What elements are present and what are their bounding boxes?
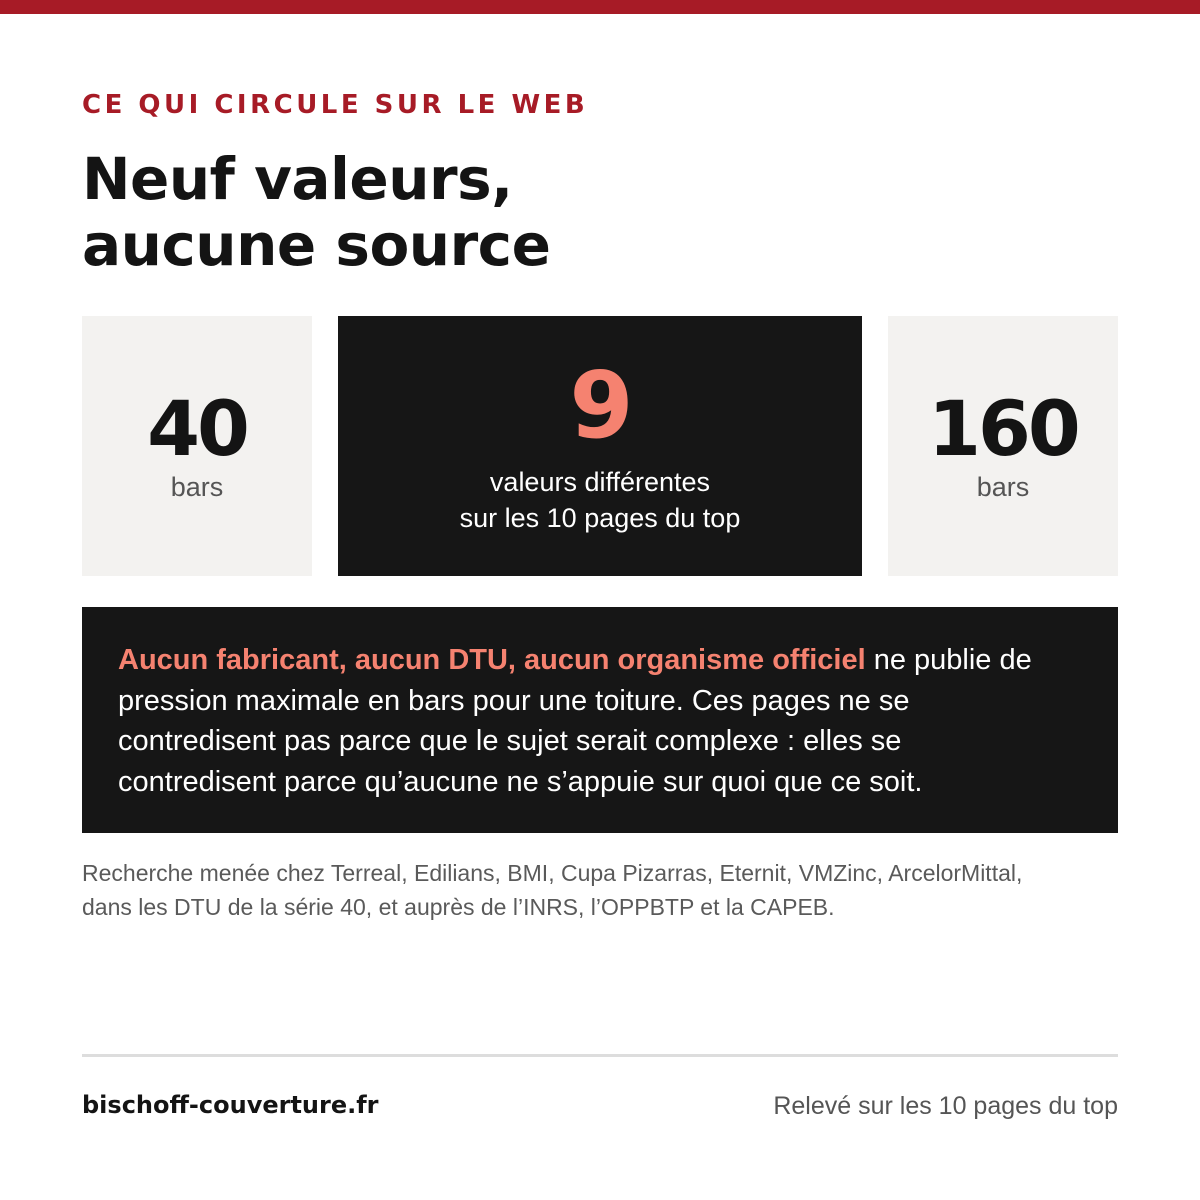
stat-count-value: 9 (569, 352, 631, 459)
stat-count-caption-line-1: valeurs différentes (489, 467, 711, 497)
stat-min-value: 40 (147, 384, 247, 473)
stat-count-caption-line-2: sur les 10 pages du top (459, 503, 741, 533)
stat-max-value: 160 (928, 384, 1078, 473)
footer-site-name: bischoff-couverture.fr (82, 1091, 379, 1119)
callout-panel (82, 607, 1118, 833)
callout-line-1 (118, 640, 1082, 681)
section-kicker: CE QUI CIRCULE SUR LE WEB (82, 90, 589, 120)
callout-line-3: contredisent pas parce que le sujet serait complexe : elles se (118, 725, 902, 757)
footer-divider (82, 1054, 1118, 1057)
stat-min-unit: bars (170, 472, 224, 502)
page-title-line-2: aucune source (82, 211, 551, 279)
stat-card-max (888, 316, 1118, 576)
footer-note: Relevé sur les 10 pages du top (773, 1092, 1118, 1120)
sources-line-2: dans les DTU de la série 40, et auprès de l’INRS, l’OPPBTP et la CAPEB. (82, 894, 835, 920)
callout-line-2: pression maximale en bars pour une toiture. Ces pages ne se (118, 684, 910, 717)
stat-card-count (338, 316, 862, 576)
sources-line-1: Recherche menée chez Terreal, Edilians, BMI, Cupa Pizarras, Eternit, VMZinc, ArcelorMittal, (82, 860, 1023, 886)
stat-max-unit: bars (976, 472, 1030, 502)
page-title-line-1: Neuf valeurs, (82, 145, 513, 213)
stat-card-min (82, 316, 312, 576)
callout-line-4: contredisent parce qu’aucune ne s’appuie sur quoi que ce soit. (118, 765, 923, 798)
callout-text (118, 640, 1082, 802)
page-title (82, 146, 550, 278)
top-accent-bar (0, 0, 1200, 14)
sources-note (82, 856, 1122, 924)
callout-highlight: Aucun fabricant, aucun DTU, aucun organisme officiel (118, 644, 866, 676)
callout-line-1-rest: ne publie de (865, 644, 1032, 676)
stat-count-caption (338, 464, 862, 536)
